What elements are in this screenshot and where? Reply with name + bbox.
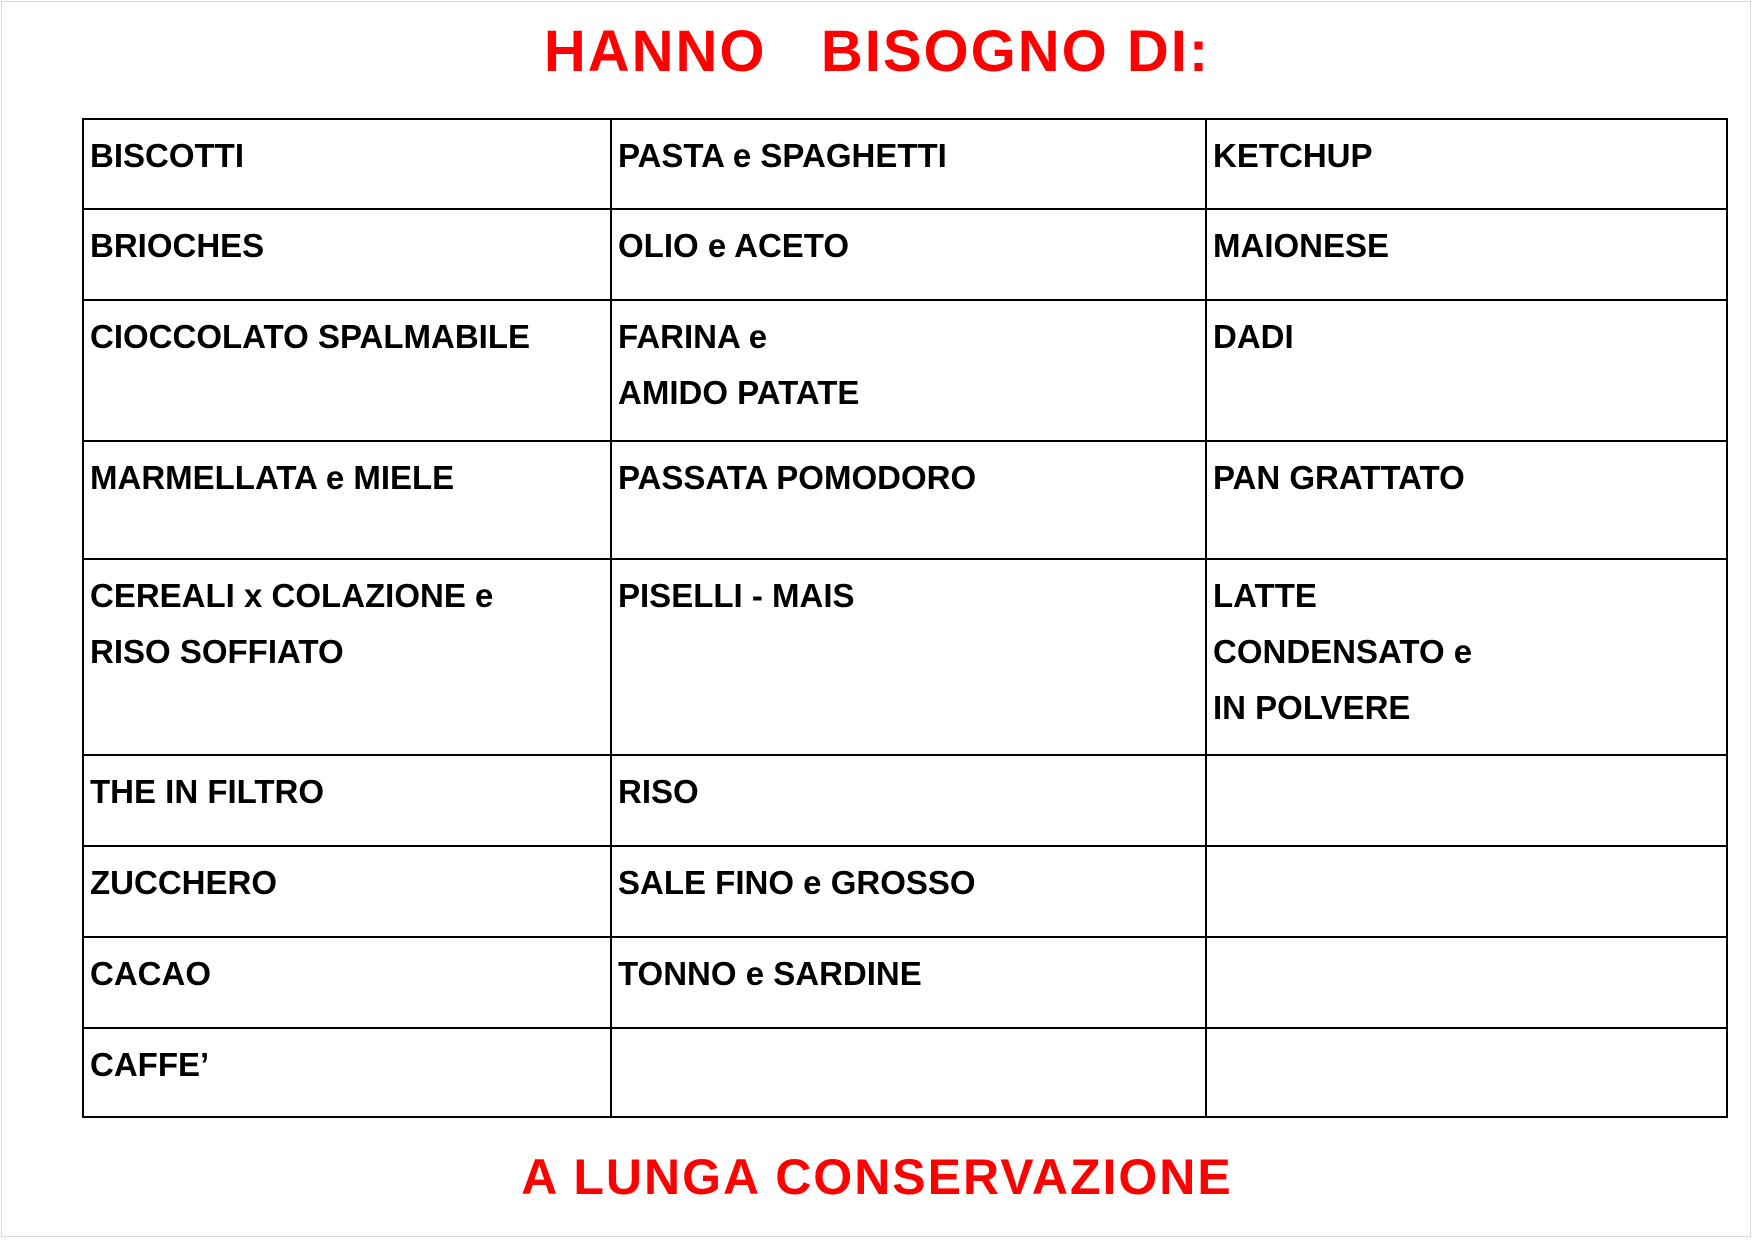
table-cell bbox=[83, 1028, 611, 1117]
page-title: HANNO BISOGNO DI: bbox=[543, 19, 1211, 84]
table-row bbox=[83, 559, 1727, 755]
table-cell bbox=[611, 559, 1206, 755]
table-cell bbox=[1206, 846, 1727, 937]
table-cell bbox=[1206, 441, 1727, 559]
cell-text-line: RISO SOFFIATO bbox=[90, 633, 344, 670]
cell-text-line: CIOCCOLATO SPALMABILE bbox=[90, 318, 530, 355]
cell-text-line: RISO bbox=[618, 773, 699, 810]
table-cell bbox=[611, 209, 1206, 300]
table-cell bbox=[611, 846, 1206, 937]
table-cell bbox=[83, 441, 611, 559]
table-cell bbox=[1206, 209, 1727, 300]
cell-text-line: MARMELLATA e MIELE bbox=[90, 459, 455, 496]
table-row bbox=[83, 119, 1727, 209]
cell-text-line: TONNO e SARDINE bbox=[618, 955, 922, 992]
table-cell bbox=[611, 1028, 1206, 1117]
table-row bbox=[83, 441, 1727, 559]
cell-text-line: PAN GRATTATO bbox=[1213, 459, 1465, 496]
table-cell bbox=[83, 209, 611, 300]
cell-text-line: CEREALI x COLAZIONE e bbox=[90, 577, 494, 614]
items-table bbox=[82, 118, 1728, 1118]
cell-text-line: PASSATA POMODORO bbox=[618, 459, 977, 496]
table-row bbox=[83, 937, 1727, 1028]
table-cell bbox=[611, 300, 1206, 441]
table-cell bbox=[83, 846, 611, 937]
cell-text-line: CACAO bbox=[90, 955, 211, 992]
cell-text-line: AMIDO PATATE bbox=[618, 374, 860, 411]
table-cell bbox=[1206, 119, 1727, 209]
cell-text-line: PISELLI - MAIS bbox=[618, 577, 855, 614]
cell-text-line: ZUCCHERO bbox=[90, 864, 277, 901]
table-cell bbox=[1206, 1028, 1727, 1117]
table-cell bbox=[611, 441, 1206, 559]
table-cell bbox=[611, 755, 1206, 846]
table-cell bbox=[1206, 300, 1727, 441]
table-cell bbox=[611, 119, 1206, 209]
table-cell bbox=[1206, 937, 1727, 1028]
cell-text-line: IN POLVERE bbox=[1213, 689, 1411, 726]
table-cell bbox=[83, 755, 611, 846]
cell-text-line: DADI bbox=[1213, 318, 1294, 355]
table-cell bbox=[83, 300, 611, 441]
cell-text-line: SALE FINO e GROSSO bbox=[618, 864, 976, 901]
cell-text-line: BRIOCHES bbox=[90, 227, 265, 264]
table-row bbox=[83, 755, 1727, 846]
items-table-body bbox=[83, 119, 1727, 1117]
table-cell bbox=[83, 119, 611, 209]
cell-text-line: LATTE bbox=[1213, 577, 1317, 614]
cell-text-line: KETCHUP bbox=[1213, 137, 1373, 174]
table-cell bbox=[611, 937, 1206, 1028]
cell-text-line: PASTA e SPAGHETTI bbox=[618, 137, 947, 174]
table-row bbox=[83, 846, 1727, 937]
table-cell bbox=[83, 937, 611, 1028]
table-row bbox=[83, 300, 1727, 441]
table-cell bbox=[1206, 559, 1727, 755]
table-row bbox=[83, 1028, 1727, 1117]
table-row bbox=[83, 209, 1727, 300]
cell-text-line: THE IN FILTRO bbox=[90, 773, 325, 810]
cell-text-line: CAFFE’ bbox=[90, 1046, 210, 1083]
table-cell bbox=[83, 559, 611, 755]
cell-text-line: OLIO e ACETO bbox=[618, 227, 850, 264]
cell-text-line: MAIONESE bbox=[1213, 227, 1390, 264]
cell-text-line: FARINA e bbox=[618, 318, 768, 355]
footer-caption: A LUNGA CONSERVAZIONE bbox=[521, 1149, 1233, 1205]
table-cell bbox=[1206, 755, 1727, 846]
cell-text-line: CONDENSATO e bbox=[1213, 633, 1473, 670]
cell-text-line: BISCOTTI bbox=[90, 137, 244, 174]
